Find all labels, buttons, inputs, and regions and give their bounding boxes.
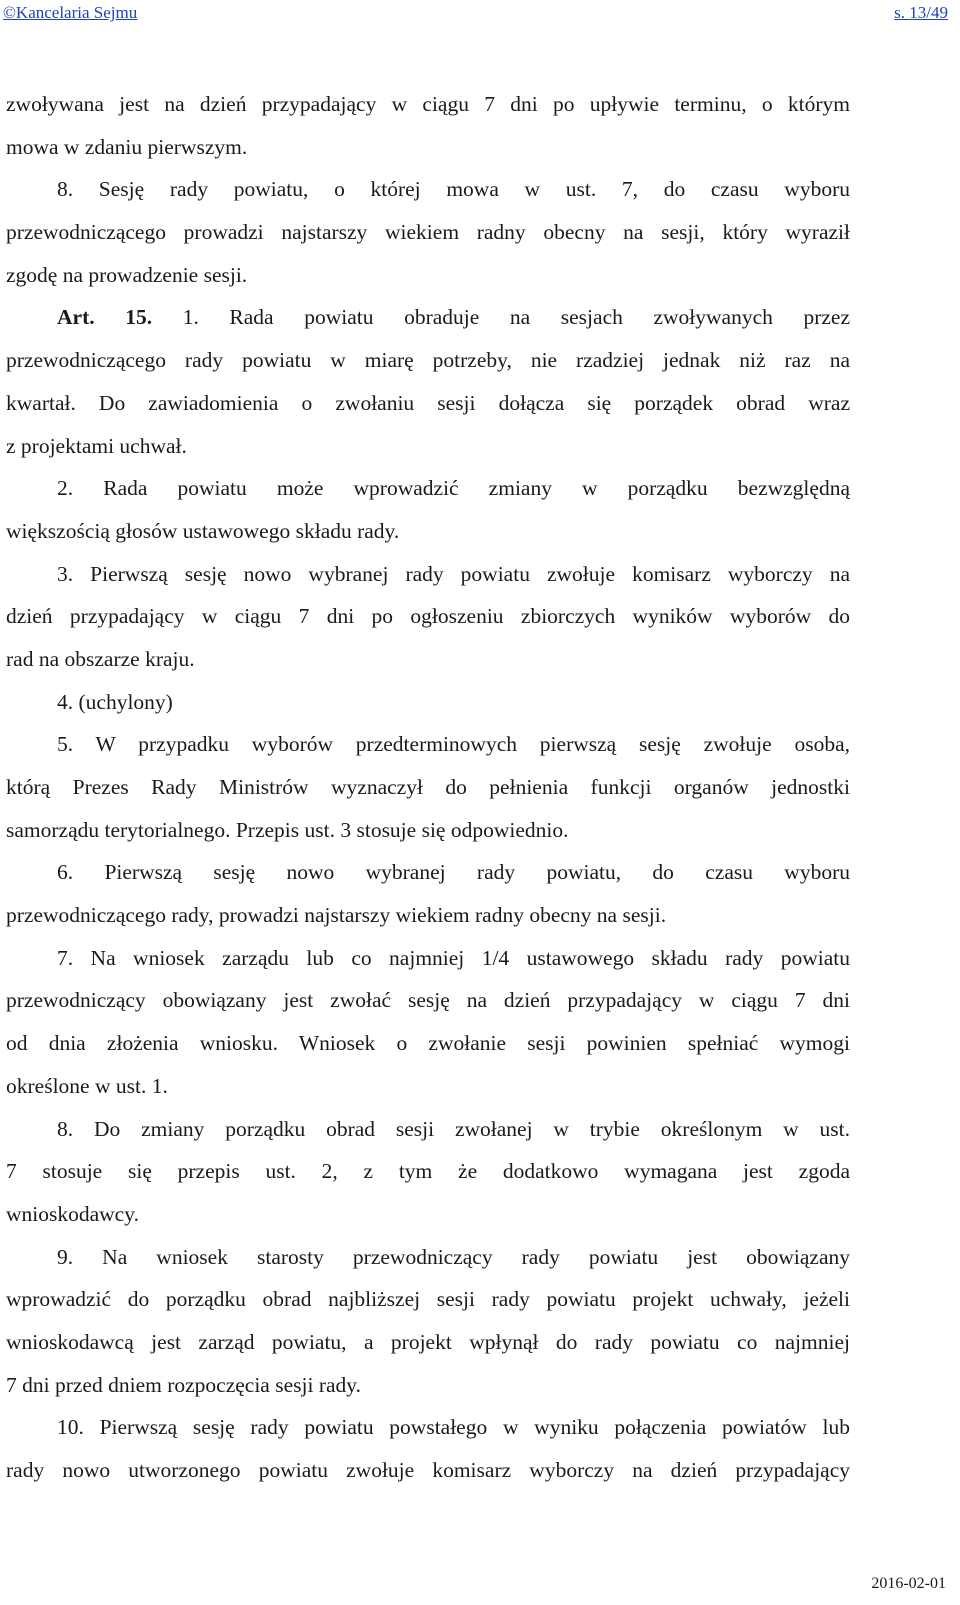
line-text: przewodniczącego rady, prowadzi najstarszy wiekiem radny obecny na sesji. (6, 903, 667, 928)
text-line (6, 1278, 850, 1321)
page-header (3, 0, 948, 26)
line-text: 2. Rada powiatu może wprowadzić zmiany w porządku bezwzględną (57, 476, 850, 501)
line-text: 1. Rada powiatu obraduje na sesjach zwoływanych przez (152, 305, 850, 330)
line-text: rad na obszarze kraju. (6, 646, 195, 671)
copyright-link[interactable]: ©Kancelaria Sejmu (3, 3, 138, 22)
text-line (6, 1022, 850, 1065)
line-text: 8. Do zmiany porządku obrad sesji zwołanej w trybie określonym w ust. (57, 1116, 850, 1141)
line-text: 9. Na wniosek starosty przewodniczący rady powiatu jest obowiązany (57, 1244, 850, 1269)
text-line (6, 1321, 850, 1364)
text-line (6, 1193, 850, 1236)
line-text: kwartał. Do zawiadomienia o zwołaniu sesji dołącza się porządek obrad wraz (6, 390, 850, 415)
text-line (6, 979, 850, 1022)
text-line (6, 211, 850, 254)
line-text: większością głosów ustawowego składu rady. (6, 518, 400, 543)
text-line (6, 382, 850, 425)
text-line (6, 1108, 850, 1151)
article-label: Art. 15. (57, 305, 153, 330)
document-body (6, 83, 850, 1492)
line-text: którą Prezes Rady Ministrów wyznaczył do pełnienia funkcji organów jednostki (6, 775, 850, 799)
line-text: mowa w zdaniu pierwszym. (6, 134, 248, 159)
text-line (6, 83, 850, 126)
line-text: rady nowo utworzonego powiatu zwołuje komisarz wyborczy na dzień przypadający (6, 1458, 850, 1482)
line-text: 5. W przypadku wyborów przedterminowych pierwszą sesję zwołuje osoba, (57, 732, 850, 757)
text-line (6, 168, 850, 211)
line-text: 4. (uchylony) (57, 689, 173, 714)
text-line (6, 937, 850, 980)
line-text: przewodniczący obowiązany jest zwołać sesję na dzień przypadający w ciągu 7 dni (6, 988, 850, 1013)
line-text: określone w ust. 1. (6, 1073, 168, 1098)
line-text: wnioskodawcy. (6, 1201, 139, 1226)
line-text: wprowadzić do porządku obrad najbliższej sesji rady powiatu projekt uchwały, jeżeli (6, 1287, 850, 1312)
text-line (6, 254, 850, 297)
line-text: 3. Pierwszą sesję nowo wybranej rady powiatu zwołuje komisarz wyborczy na (57, 561, 850, 586)
page-date: 2016-02-01 (871, 1575, 946, 1592)
text-line (6, 1406, 850, 1449)
line-text: 7. Na wniosek zarządu lub co najmniej 1/4 ustawowego składu rady powiatu (57, 945, 850, 970)
text-line (6, 1364, 850, 1407)
text-line (6, 894, 850, 937)
text-line (6, 296, 850, 339)
line-text: przewodniczącego prowadzi najstarszy wiekiem radny obecny na sesji, który wyraził (6, 220, 850, 245)
text-line (6, 595, 850, 638)
text-line (6, 723, 850, 766)
line-text: zgodę na prowadzenie sesji. (6, 262, 248, 287)
line-text: od dnia złożenia wniosku. Wniosek o zwołanie sesji powinien spełniać wymogi (6, 1031, 850, 1056)
line-text: 7 stosuje się przepis ust. 2, z tym że dodatkowo wymagana jest zgoda (6, 1159, 850, 1184)
line-text: przewodniczącego rady powiatu w miarę potrzeby, nie rzadziej jednak niż raz na (6, 348, 850, 373)
text-line (6, 425, 850, 468)
line-text: samorządu terytorialnego. Przepis ust. 3 stosuje się odpowiednio. (6, 817, 569, 842)
text-line (6, 638, 850, 681)
text-line (6, 553, 850, 596)
text-line (6, 681, 850, 724)
line-text: 6. Pierwszą sesję nowo wybranej rady powiatu, do czasu wyboru (57, 860, 850, 885)
text-line (6, 1065, 850, 1108)
line-text: 7 dni przed dniem rozpoczęcia sesji rady. (6, 1372, 362, 1397)
text-line (6, 809, 850, 852)
line-text: 8. Sesję rady powiatu, o której mowa w ust. 7, do czasu wyboru (57, 177, 850, 202)
text-line (6, 339, 850, 382)
text-line (6, 1150, 850, 1193)
line-text: dzień przypadający w ciągu 7 dni po ogłoszeniu zbiorczych wyników wyborów do (6, 604, 850, 629)
text-line (6, 1449, 850, 1492)
text-line (6, 851, 850, 894)
text-line (6, 766, 850, 809)
line-text: wnioskodawcą jest zarząd powiatu, a projekt wpłynął do rady powiatu co najmniej (6, 1329, 850, 1354)
text-line (6, 126, 850, 169)
text-line (6, 1236, 850, 1279)
line-text: zwoływana jest na dzień przypadający w ciągu 7 dni po upływie terminu, o którym (6, 92, 850, 116)
text-line (6, 510, 850, 553)
page-number-link[interactable]: s. 13/49 (894, 3, 948, 22)
text-line (6, 467, 850, 510)
line-text: z projektami uchwał. (6, 433, 187, 458)
line-text: 10. Pierwszą sesję rady powiatu powstałego w wyniku połączenia powiatów lub (57, 1415, 850, 1440)
